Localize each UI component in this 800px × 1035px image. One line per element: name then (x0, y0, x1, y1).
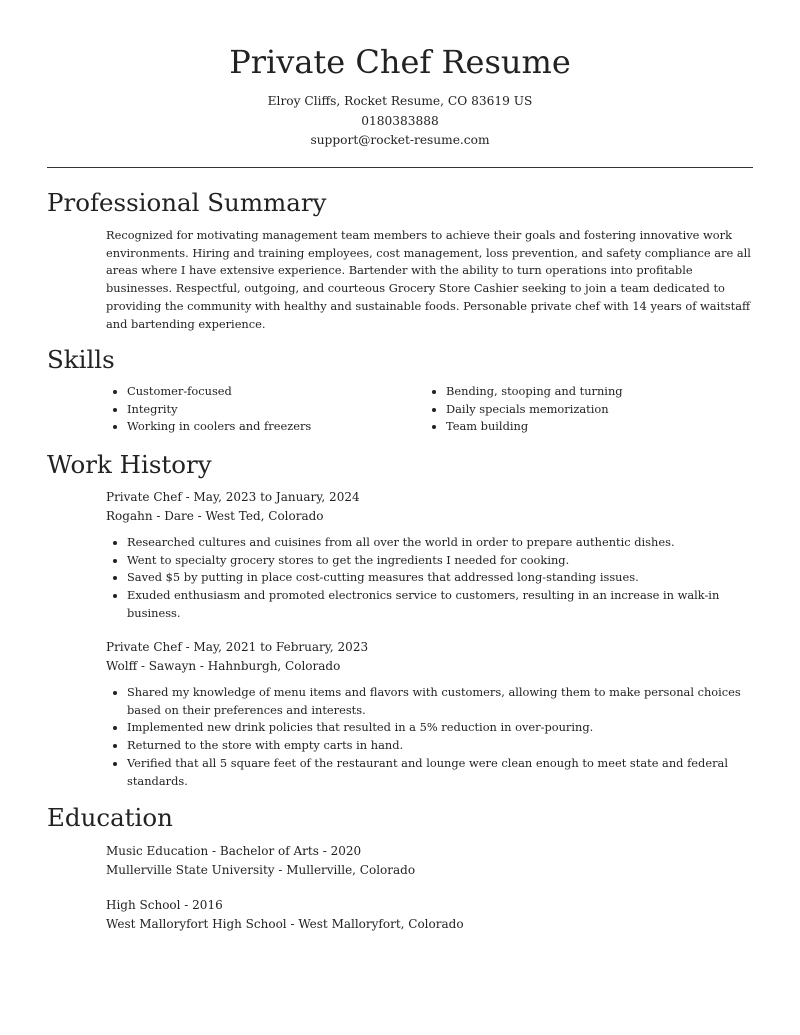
job-title: Private Chef - May, 2023 to January, 2024 (106, 490, 360, 504)
degree: High School - 2016 (106, 898, 223, 912)
degree: Music Education - Bachelor of Arts - 2020 (106, 844, 362, 858)
education-entry (106, 842, 756, 880)
skill-item: • Bending, stooping and turning (446, 383, 766, 401)
job-bullets (106, 684, 777, 790)
job-title: Private Chef - May, 2021 to February, 2023 (106, 640, 369, 654)
job-bullet: • Verified that all 5 square feet of the restaurant and lounge were clean enough to meet state and federal standards. (127, 755, 777, 790)
job-bullet: • Saved $5 by putting in place cost-cutting measures that addressed long-standing issues. (127, 569, 757, 587)
job-bullet: • Returned to the store with empty carts in hand. (127, 737, 777, 755)
phone: 0180383888 (361, 113, 439, 128)
resume-title: Private Chef Resume (229, 43, 571, 81)
skills-list-left (106, 383, 427, 436)
education-heading: Education (47, 803, 173, 832)
skill-item: • Working in coolers and freezers (127, 418, 427, 436)
skill-item: • Daily specials memorization (446, 401, 766, 419)
education-entry (106, 896, 756, 934)
job-company: Rogahn - Dare - West Ted, Colorado (106, 509, 324, 523)
work-history-heading: Work History (47, 450, 212, 479)
skill-item: • Team building (446, 418, 766, 436)
job-entry (106, 488, 756, 526)
job-bullet: • Exuded enthusiasm and promoted electronics service to customers, resulting in an increase in walk-in business. (127, 587, 757, 622)
skill-item: • Integrity (127, 401, 427, 419)
divider (47, 167, 753, 168)
contact-info (0, 92, 800, 151)
summary-heading: Professional Summary (47, 188, 327, 217)
summary-text: Recognized for motivating management team members to achieve their goals and fostering innovative work environments. Hiring and training employees, cost management, loss prevention, and safety compliance are all areas where I have extensive experience. Bartender with the ability to turn operations into profitable businesses. Respectful, outgoing, and courteous Grocery Store Cashier seeking to join a team dedicated to providing the community with healthy and sustainable foods. Personable private chef with 14 years of waitstaff and bartending experience. (106, 228, 751, 331)
job-bullet: • Shared my knowledge of menu items and flavors with customers, allowing them to make personal choices based on their preferences and interests. (127, 684, 777, 719)
address: Elroy Cliffs, Rocket Resume, CO 83619 US (267, 94, 533, 108)
email: support@rocket-resume.com (310, 133, 490, 147)
job-entry (106, 638, 756, 676)
skill-item: • Customer-focused (127, 383, 427, 401)
job-company: Wolff - Sawayn - Hahnburgh, Colorado (106, 659, 341, 673)
job-bullet: • Went to specialty grocery stores to get the ingredients I needed for cooking. (127, 552, 757, 570)
school: Mullerville State University - Mullerville, Colorado (106, 863, 416, 877)
job-bullet: • Researched cultures and cuisines from all over the world in order to prepare authentic dishes. (127, 534, 757, 552)
school: West Malloryfort High School - West Malloryfort, Colorado (106, 917, 464, 931)
job-bullet: • Implemented new drink policies that resulted in a 5% reduction in over-pouring. (127, 719, 777, 737)
skills-heading: Skills (47, 345, 115, 374)
job-bullets (106, 534, 757, 623)
skills-list-right (425, 383, 766, 436)
